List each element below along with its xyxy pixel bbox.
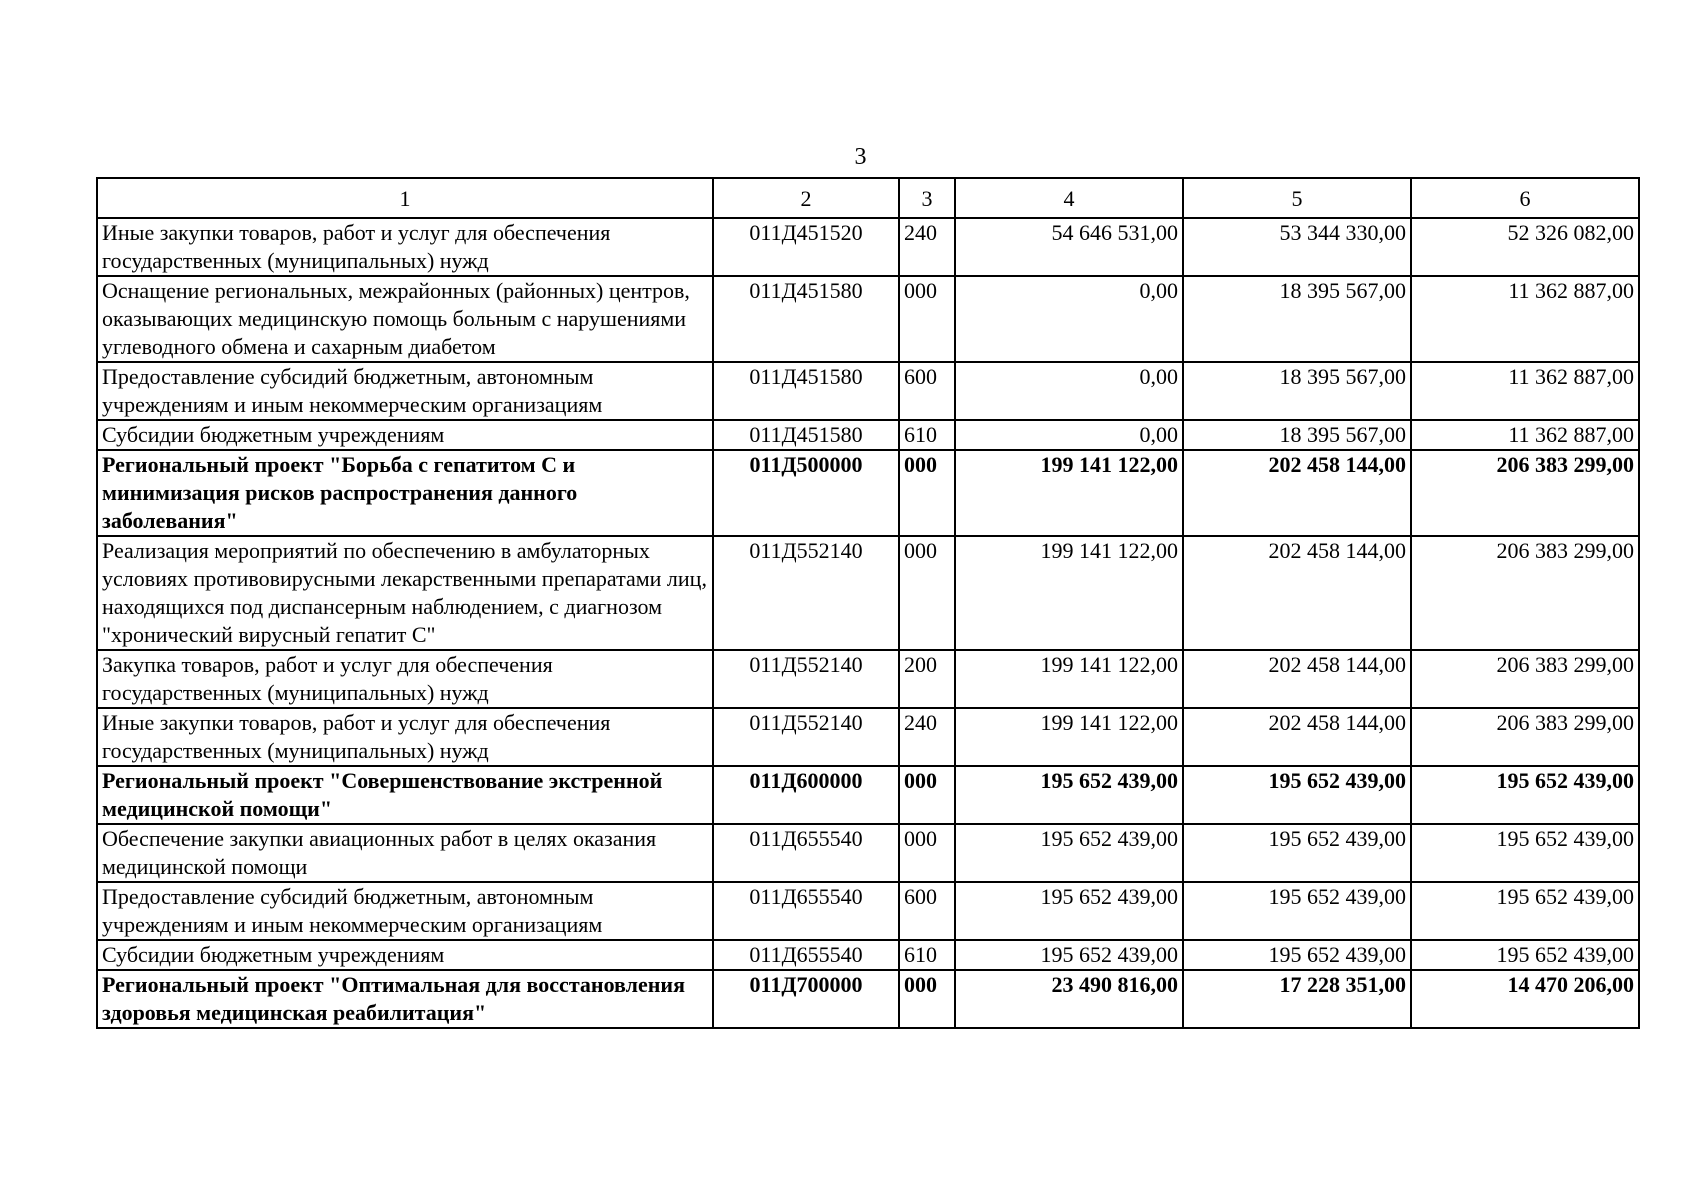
row-expense-type: 000 [899, 766, 955, 824]
row-name: Реализация мероприятий по обеспечению в амбулаторных условиях противовирусными лекарственными препаратами лиц, находящихся под диспансерным наблюдением, с диагнозом "хронический вирусный гепатит С" [97, 536, 713, 650]
row-amount-col-5: 17 228 351,00 [1183, 970, 1411, 1028]
table-row [97, 940, 1639, 970]
row-amount-col-5: 202 458 144,00 [1183, 708, 1411, 766]
table-row [97, 708, 1639, 766]
row-amount-col-4: 54 646 531,00 [955, 218, 1183, 276]
row-amount-col-4: 195 652 439,00 [955, 766, 1183, 824]
row-name: Предоставление субсидий бюджетным, автономным учреждениям и иным некоммерческим организациям [97, 882, 713, 940]
row-name: Субсидии бюджетным учреждениям [97, 940, 713, 970]
table-row [97, 650, 1639, 708]
row-code: 011Д600000 [713, 766, 899, 824]
table-row [97, 276, 1639, 362]
row-amount-col-5: 18 395 567,00 [1183, 362, 1411, 420]
row-amount-col-4: 0,00 [955, 362, 1183, 420]
row-name: Региональный проект "Борьба с гепатитом С и минимизация рисков распространения данного заболевания" [97, 450, 713, 536]
table-row-project [97, 970, 1639, 1028]
row-amount-col-5: 195 652 439,00 [1183, 766, 1411, 824]
row-expense-type: 000 [899, 276, 955, 362]
header-col-6: 6 [1411, 178, 1639, 218]
row-expense-type: 600 [899, 882, 955, 940]
row-amount-col-6: 195 652 439,00 [1411, 824, 1639, 882]
row-amount-col-6: 14 470 206,00 [1411, 970, 1639, 1028]
row-amount-col-4: 195 652 439,00 [955, 882, 1183, 940]
row-amount-col-4: 199 141 122,00 [955, 708, 1183, 766]
row-expense-type: 610 [899, 940, 955, 970]
row-amount-col-6: 206 383 299,00 [1411, 450, 1639, 536]
row-amount-col-6: 195 652 439,00 [1411, 940, 1639, 970]
row-amount-col-6: 11 362 887,00 [1411, 362, 1639, 420]
table-row [97, 362, 1639, 420]
row-amount-col-5: 53 344 330,00 [1183, 218, 1411, 276]
row-amount-col-6: 195 652 439,00 [1411, 766, 1639, 824]
row-amount-col-6: 52 326 082,00 [1411, 218, 1639, 276]
row-code: 011Д451520 [713, 218, 899, 276]
budget-table [96, 177, 1640, 1029]
row-amount-col-4: 199 141 122,00 [955, 650, 1183, 708]
row-amount-col-4: 0,00 [955, 276, 1183, 362]
row-amount-col-6: 206 383 299,00 [1411, 650, 1639, 708]
row-name: Региональный проект "Оптимальная для восстановления здоровья медицинская реабилитация" [97, 970, 713, 1028]
row-amount-col-4: 199 141 122,00 [955, 450, 1183, 536]
row-amount-col-5: 202 458 144,00 [1183, 536, 1411, 650]
row-name: Иные закупки товаров, работ и услуг для обеспечения государственных (муниципальных) нужд [97, 708, 713, 766]
row-name: Обеспечение закупки авиационных работ в целях оказания медицинской помощи [97, 824, 713, 882]
header-col-5: 5 [1183, 178, 1411, 218]
row-amount-col-4: 0,00 [955, 420, 1183, 450]
table-row [97, 420, 1639, 450]
row-amount-col-6: 206 383 299,00 [1411, 536, 1639, 650]
table-row-project [97, 450, 1639, 536]
row-expense-type: 000 [899, 824, 955, 882]
table-body [97, 218, 1639, 1028]
row-name: Региональный проект "Совершенствование экстренной медицинской помощи" [97, 766, 713, 824]
row-code: 011Д451580 [713, 276, 899, 362]
row-name: Субсидии бюджетным учреждениям [97, 420, 713, 450]
row-amount-col-5: 195 652 439,00 [1183, 940, 1411, 970]
row-expense-type: 200 [899, 650, 955, 708]
row-amount-col-5: 195 652 439,00 [1183, 824, 1411, 882]
row-expense-type: 000 [899, 450, 955, 536]
row-code: 011Д500000 [713, 450, 899, 536]
header-col-3: 3 [899, 178, 955, 218]
row-expense-type: 610 [899, 420, 955, 450]
row-amount-col-6: 195 652 439,00 [1411, 882, 1639, 940]
table-row [97, 536, 1639, 650]
header-col-1: 1 [97, 178, 713, 218]
row-expense-type: 240 [899, 708, 955, 766]
row-code: 011Д655540 [713, 882, 899, 940]
header-row [97, 178, 1639, 218]
row-expense-type: 000 [899, 536, 955, 650]
row-code: 011Д655540 [713, 824, 899, 882]
row-amount-col-5: 202 458 144,00 [1183, 450, 1411, 536]
row-amount-col-5: 202 458 144,00 [1183, 650, 1411, 708]
row-code: 011Д451580 [713, 362, 899, 420]
header-col-4: 4 [955, 178, 1183, 218]
table-row-project [97, 766, 1639, 824]
page-number: 3 [854, 144, 867, 170]
row-amount-col-4: 199 141 122,00 [955, 536, 1183, 650]
row-amount-col-4: 23 490 816,00 [955, 970, 1183, 1028]
row-name: Предоставление субсидий бюджетным, автономным учреждениям и иным некоммерческим организациям [97, 362, 713, 420]
row-amount-col-6: 11 362 887,00 [1411, 420, 1639, 450]
row-code: 011Д552140 [713, 650, 899, 708]
table-row [97, 882, 1639, 940]
table-row [97, 218, 1639, 276]
row-code: 011Д552140 [713, 708, 899, 766]
row-code: 011Д700000 [713, 970, 899, 1028]
row-amount-col-4: 195 652 439,00 [955, 824, 1183, 882]
table-row [97, 824, 1639, 882]
row-code: 011Д451580 [713, 420, 899, 450]
row-name: Иные закупки товаров, работ и услуг для обеспечения государственных (муниципальных) нужд [97, 218, 713, 276]
row-amount-col-4: 195 652 439,00 [955, 940, 1183, 970]
row-expense-type: 600 [899, 362, 955, 420]
row-code: 011Д552140 [713, 536, 899, 650]
row-amount-col-6: 206 383 299,00 [1411, 708, 1639, 766]
row-expense-type: 000 [899, 970, 955, 1028]
row-name: Закупка товаров, работ и услуг для обеспечения государственных (муниципальных) нужд [97, 650, 713, 708]
row-amount-col-6: 11 362 887,00 [1411, 276, 1639, 362]
row-expense-type: 240 [899, 218, 955, 276]
row-amount-col-5: 18 395 567,00 [1183, 276, 1411, 362]
row-code: 011Д655540 [713, 940, 899, 970]
row-amount-col-5: 195 652 439,00 [1183, 882, 1411, 940]
row-amount-col-5: 18 395 567,00 [1183, 420, 1411, 450]
header-col-2: 2 [713, 178, 899, 218]
row-name: Оснащение региональных, межрайонных (районных) центров, оказывающих медицинскую помощь больным с нарушениями углеводного обмена и сахарным диабетом [97, 276, 713, 362]
